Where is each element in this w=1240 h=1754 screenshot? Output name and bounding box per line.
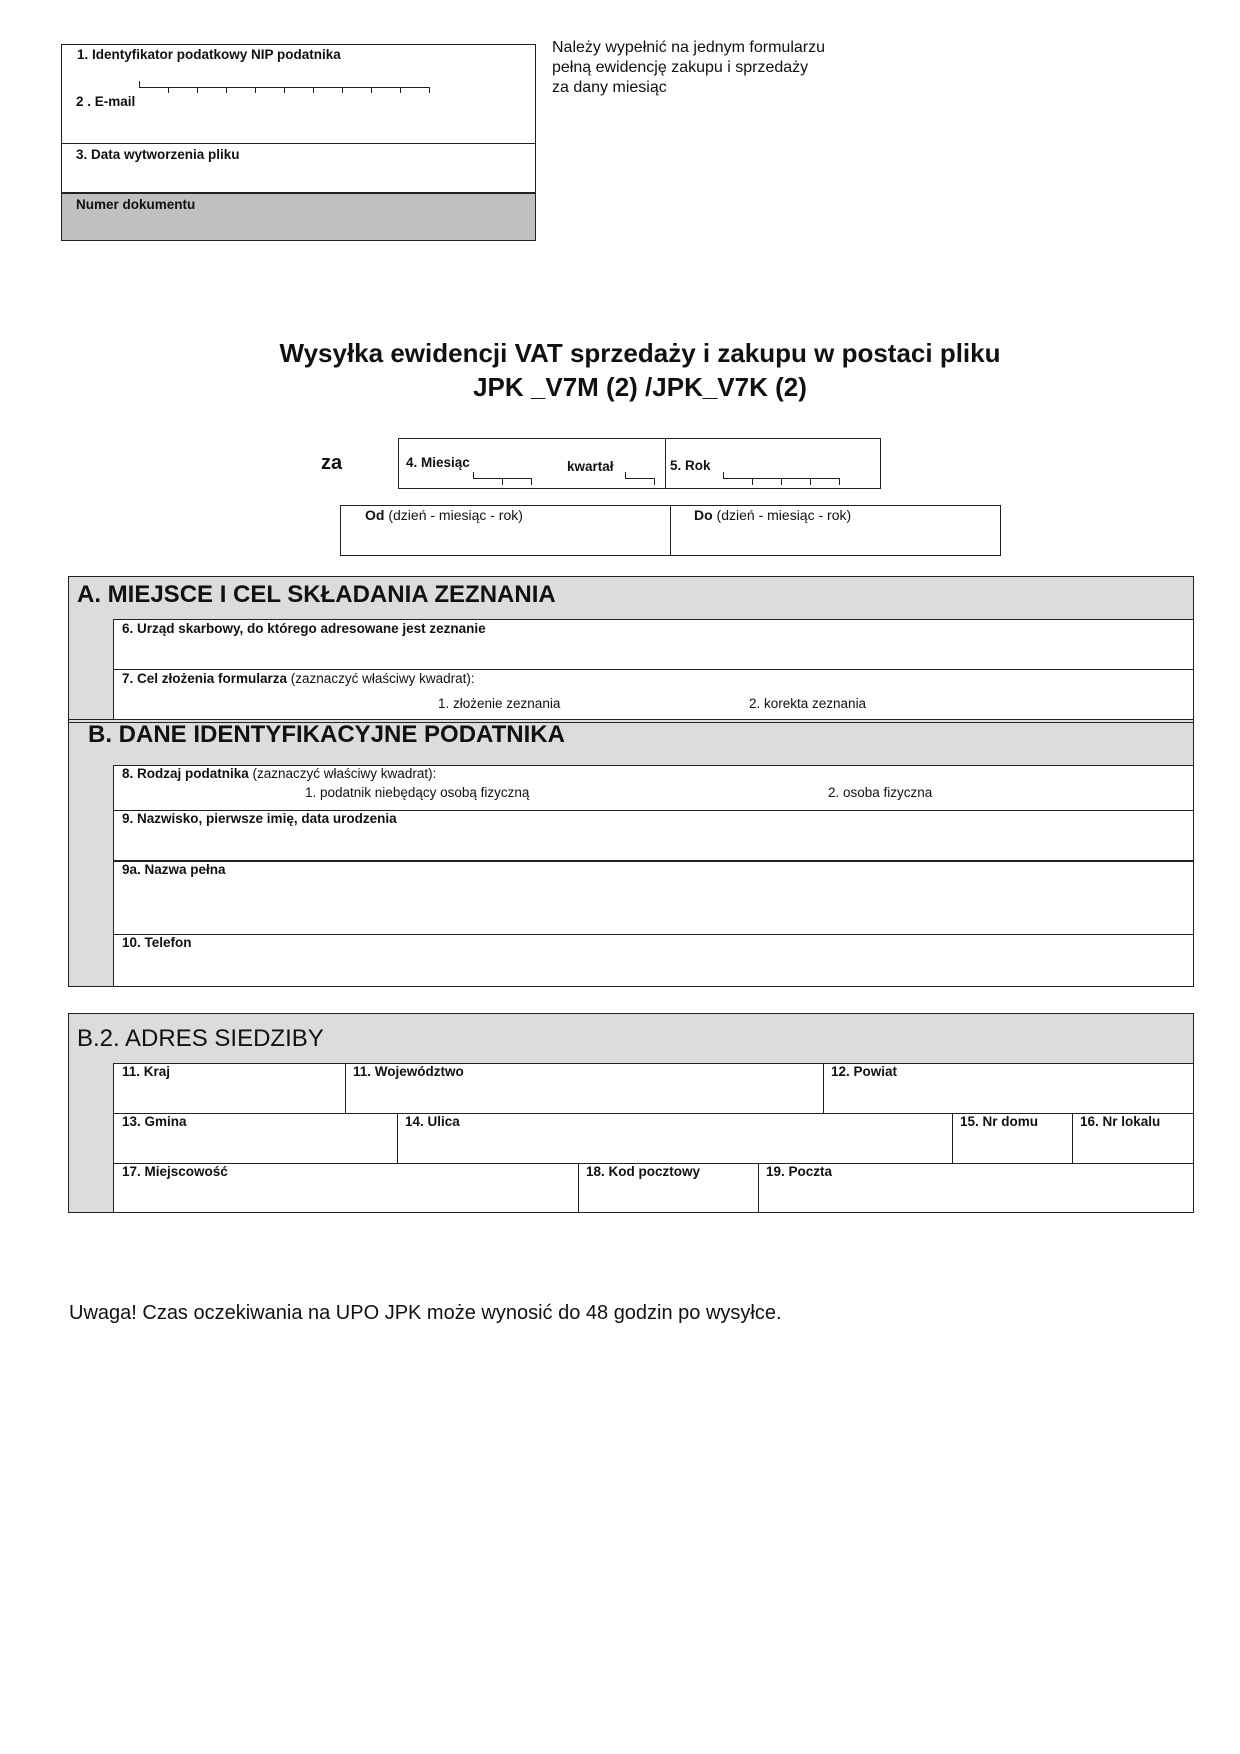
phone-label: 10. Telefon (122, 935, 192, 950)
month-quarter-field[interactable] (398, 438, 666, 489)
date-from-hint: (dzień - miesiąc - rok) (384, 507, 523, 523)
email-label: 2 . E-mail (76, 94, 136, 109)
name-birthdate-label: 9. Nazwisko, pierwsze imię, data urodzenia (122, 811, 397, 826)
post-office-field[interactable] (758, 1163, 1194, 1213)
country-field[interactable] (113, 1063, 346, 1114)
city-label: 17. Miejscowość (122, 1164, 228, 1179)
purpose-label-hint: (zaznaczyć właściwy kwadrat): (287, 671, 475, 686)
period-za-label: za (321, 452, 343, 474)
year-digit-ticks (723, 472, 840, 490)
section-b2-title: B.2. ADRES SIEDZIBY (77, 1025, 324, 1052)
flat-number-field[interactable] (1072, 1113, 1194, 1164)
postal-code-field[interactable] (578, 1163, 759, 1213)
email-field[interactable] (61, 93, 536, 144)
section-b-title: B. DANE IDENTYFIKACYJNE PODATNIKA (88, 721, 565, 748)
document-number-field (61, 192, 536, 241)
date-from-label (365, 507, 523, 523)
upo-wait-note: Uwaga! Czas oczekiwania na UPO JPK może wynosić do 48 godzin po wysyłce. (69, 1302, 782, 1324)
file-date-label: 3. Data wytworzenia pliku (76, 147, 240, 162)
fill-instruction-note (552, 38, 825, 98)
phone-field[interactable] (113, 934, 1194, 987)
house-number-field[interactable] (952, 1113, 1073, 1164)
taxpayer-type-field (113, 765, 1194, 811)
form-title-line-2: JPK _V7M (2) /JPK_V7K (2) (473, 372, 807, 402)
year-label: 5. Rok (670, 458, 711, 473)
taxpayer-type-option-person[interactable]: 2. osoba fizyczna (828, 785, 933, 800)
city-field[interactable] (113, 1163, 579, 1213)
purpose-field (113, 669, 1194, 720)
note-line-2: pełną ewidencję zakupu i sprzedaży (552, 59, 809, 76)
voivodeship-field[interactable] (345, 1063, 824, 1114)
date-to-field[interactable] (670, 505, 1001, 556)
district-label: 12. Powiat (831, 1064, 898, 1079)
year-field[interactable] (665, 438, 881, 489)
taxpayer-type-label-bold: 8. Rodzaj podatnika (122, 766, 249, 781)
file-date-field[interactable] (61, 143, 536, 193)
month-digit-ticks (473, 472, 532, 490)
street-field[interactable] (397, 1113, 953, 1164)
purpose-label-bold: 7. Cel złożenia formularza (122, 671, 288, 686)
postal-code-label: 18. Kod pocztowy (586, 1164, 701, 1179)
country-label: 11. Kraj (122, 1064, 171, 1079)
commune-field[interactable] (113, 1113, 398, 1164)
flat-number-label: 16. Nr lokalu (1080, 1114, 1161, 1129)
district-field[interactable] (823, 1063, 1194, 1114)
form-title-line-1: Wysyłka ewidencji VAT sprzedaży i zakupu w postaci pliku (279, 338, 1001, 368)
full-name-label: 9a. Nazwa pełna (122, 862, 226, 877)
commune-label: 13. Gmina (122, 1114, 187, 1129)
form-title (0, 336, 1240, 404)
street-label: 14. Ulica (405, 1114, 460, 1129)
note-line-3: za dany miesiąc (552, 79, 667, 96)
voivodeship-label: 11. Województwo (353, 1064, 464, 1079)
tax-office-label: 6. Urząd skarbowy, do którego adresowane jest zeznanie (122, 621, 486, 636)
month-label: 4. Miesiąc (406, 455, 470, 470)
date-to-hint: (dzień - miesiąc - rok) (712, 507, 852, 523)
date-to-bold: Do (694, 507, 713, 523)
purpose-option-correction[interactable]: 2. korekta zeznania (749, 696, 867, 711)
date-from-field[interactable] (340, 505, 671, 556)
quarter-digit-ticks (625, 472, 655, 490)
document-number-label: Numer dokumentu (76, 197, 196, 212)
tax-office-field[interactable] (113, 619, 1194, 670)
section-a-title: A. MIEJSCE I CEL SKŁADANIA ZEZNANIA (77, 581, 556, 608)
note-line-1: Należy wypełnić na jednym formularzu (552, 39, 825, 56)
taxpayer-type-label (122, 766, 436, 781)
nip-field[interactable] (61, 44, 536, 94)
quarter-label: kwartał (567, 459, 614, 474)
post-office-label: 19. Poczta (766, 1164, 833, 1179)
nip-label: 1. Identyfikator podatkowy NIP podatnika (77, 47, 341, 62)
name-birthdate-field[interactable] (113, 810, 1194, 861)
purpose-option-submit[interactable]: 1. złożenie zeznania (438, 696, 561, 711)
taxpayer-type-label-hint: (zaznaczyć właściwy kwadrat): (248, 766, 437, 781)
date-from-bold: Od (365, 507, 385, 523)
purpose-label (122, 671, 475, 686)
taxpayer-type-option-non-person[interactable]: 1. podatnik niebędący osobą fizyczną (305, 785, 530, 800)
house-number-label: 15. Nr domu (960, 1114, 1039, 1129)
full-name-field[interactable] (113, 860, 1194, 935)
date-to-label (694, 507, 851, 523)
